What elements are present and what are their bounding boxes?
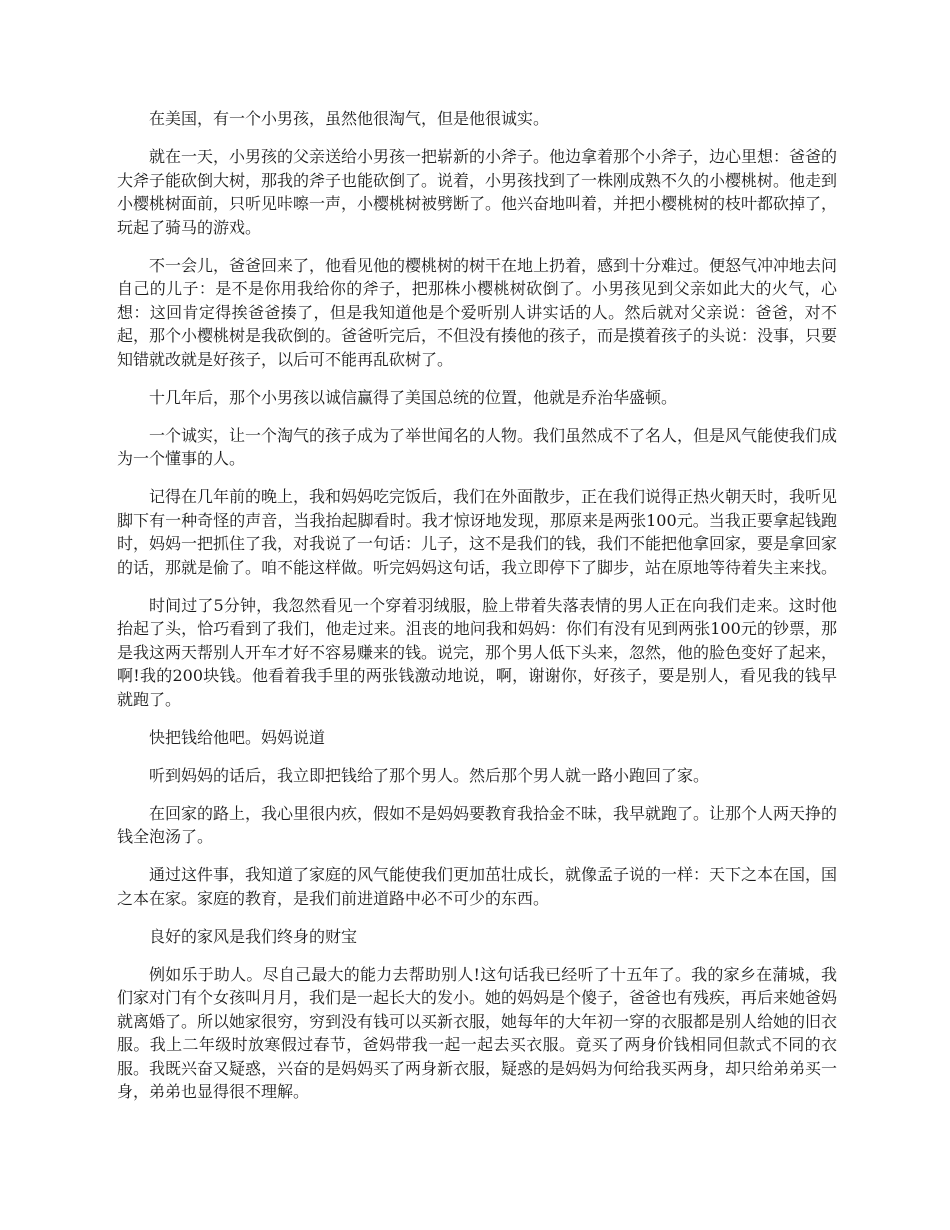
paragraph: 时间过了5分钟，我忽然看见一个穿着羽绒服，脸上带着失落表情的男人正在向我们走来。这时他抬起了头，恰巧看到了我们，他走过来。沮丧的地问我和妈妈：你们有没有见到两张100元的钞票，那是我这两天帮别人开车才好不容易赚来的钱。说完，那个男人低下头来，忽然，他的脸色变好了起来，啊!我的200块钱。他看着我手里的两张钱激动地说，啊，谢谢你，好孩子，要是别人，看见我的钱早就跑了。 bbox=[117, 595, 838, 709]
paragraph: 良好的家风是我们终身的财宝 bbox=[149, 926, 358, 946]
paragraph: 记得在几年前的晚上，我和妈妈吃完饭后，我们在外面散步，正在我们说得正热火朝天时，我听见脚下有一种奇怪的声音，当我抬起脚看时。我才惊讶地发现，那原来是两张100元。当我正要拿起钱跑时，妈妈一把抓住了我，对我说了一句话：儿子，这不是我们的钱，我们不能把他拿回家，要是拿回家的话，那就是偷了。咱不能这样做。听完妈妈这句话，我立即停下了脚步，站在原地等待着失主来找。 bbox=[117, 487, 838, 577]
paragraph: 快把钱给他吧。妈妈说道 bbox=[149, 727, 326, 747]
paragraph: 就在一天，小男孩的父亲送给小男孩一把崭新的小斧子。他边拿着那个小斧子，边心里想：爸爸的大斧子能砍倒大树，那我的斧子也能砍倒了。说着，小男孩找到了一株刚成熟不久的小樱桃树。他走到小樱桃树面前，只听见咔嚓一声，小樱桃树被劈断了。他兴奋地叫着，并把小樱桃树的枝叶都砍掉了，玩起了骑马的游戏。 bbox=[117, 147, 838, 237]
paragraph: 不一会儿，爸爸回来了，他看见他的樱桃树的树干在地上扔着，感到十分难过。便怒气冲冲地去问自己的儿子：是不是你用我给你的斧子，把那株小樱桃树砍倒了。小男孩见到父亲如此大的火气，心想：这回肯定得挨爸爸揍了，但是我知道他是个爱听别人讲实话的人。然后就对父亲说：爸爸，对不起，那个小樱桃树是我砍倒的。爸爸听完后，不但没有揍他的孩子，而是摸着孩子的头说：没事，只要知错就改就是好孩子，以后可不能再乱砍树了。 bbox=[117, 255, 838, 369]
paragraph: 例如乐于助人。尽自己最大的能力去帮助别人!这句话我已经听了十五年了。我的家乡在蒲城，我们家对门有个女孩叫月月，我们是一起长大的发小。她的妈妈是个傻子，爸爸也有残疾，再后来她爸妈就离婚了。所以她家很穷，穷到没有钱可以买新衣服，她每年的大年初一穿的衣服都是别人给她的旧衣服。我上二年级时放寒假过春节，爸妈带我一起一起去买衣服。竟买了两身价钱相同但款式不同的衣服。我既兴奋又疑惑，兴奋的是妈妈买了两身新衣服，疑惑的是妈妈为何给我买两身，却只给弟弟买一身，弟弟也显得很不理解。 bbox=[117, 964, 838, 1101]
document-page bbox=[117, 107, 837, 1118]
paragraph: 通过这件事，我知道了家庭的风气能使我们更加茁壮成长，就像孟子说的一样：天下之本在国，国之本在家。家庭的教育，是我们前进道路中必不可少的东西。 bbox=[117, 865, 838, 908]
paragraph: 在美国，有一个小男孩，虽然他很淘气，但是他很诚实。 bbox=[149, 109, 550, 128]
paragraph: 听到妈妈的话后，我立即把钱给了那个男人。然后那个男人就一路小跑回了家。 bbox=[149, 765, 710, 785]
paragraph: 一个诚实，让一个淘气的孩子成为了举世闻名的人物。我们虽然成不了名人，但是风气能使我们成为一个懂事的人。 bbox=[117, 425, 838, 468]
paragraph: 十几年后，那个小男孩以诚信赢得了美国总统的位置，他就是乔治华盛顿。 bbox=[149, 387, 678, 407]
paragraph: 在回家的路上，我心里很内疚，假如不是妈妈要教育我拾金不昧，我早就跑了。让那个人两天挣的钱全泡汤了。 bbox=[117, 803, 838, 846]
